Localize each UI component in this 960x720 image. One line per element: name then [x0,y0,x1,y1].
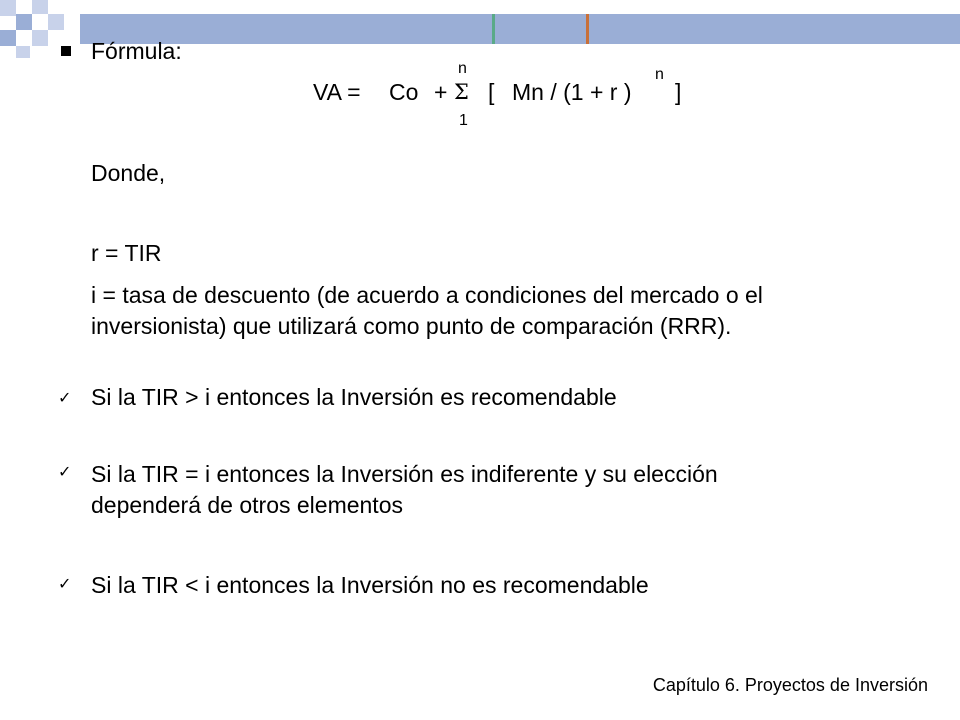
formula-plus: + [434,79,448,105]
banner-accent-orange [586,14,589,44]
top-banner [80,14,960,44]
donde-label: Donde, [91,160,166,186]
decor-square [16,46,30,58]
sigma-symbol: Σ [454,80,469,104]
decor-square [32,30,48,46]
rule-indifferent-line1: Si la TIR = i entonces la Inversión es indiferente y su elección [91,461,718,487]
sigma-upper-limit: n [458,60,467,77]
formula-lhs: VA = [313,79,361,105]
footer-chapter: Capítulo 6. Proyectos de Inversión [652,675,928,695]
banner-segment [80,14,960,44]
heading-bullet [61,46,71,56]
checkmark-icon: ✓ [58,574,72,593]
decor-square [0,0,16,16]
decor-square [0,30,16,46]
formula-open-bracket: [ [488,79,495,105]
checkmark-icon: ✓ [58,462,72,481]
formula-exponent: n [655,66,664,83]
formula-co: Co [389,79,419,105]
banner-accent-green [492,14,495,44]
heading-formula-label: Fórmula: [91,38,182,64]
formula-close-bracket: ] [675,79,682,105]
rule-recommendable: Si la TIR > i entonces la Inversión es recomendable [91,384,617,410]
checkmark-icon: ✓ [58,388,72,407]
decor-square [16,14,32,30]
rule-not-recommendable: Si la TIR < i entonces la Inversión no es recomendable [91,572,649,598]
formula-body: Mn / (1 + r ) [512,79,632,105]
definition-i-line2: inversionista) que utilizará como punto de comparación (RRR). [91,313,732,339]
decor-square [32,0,48,14]
decor-square [48,14,64,30]
rule-indifferent-line2: dependerá de otros elementos [91,492,403,518]
definition-r: r = TIR [91,240,162,266]
definition-i-line1: i = tasa de descuento (de acuerdo a condiciones del mercado o el [91,282,763,308]
sigma-lower-limit: 1 [459,112,468,129]
